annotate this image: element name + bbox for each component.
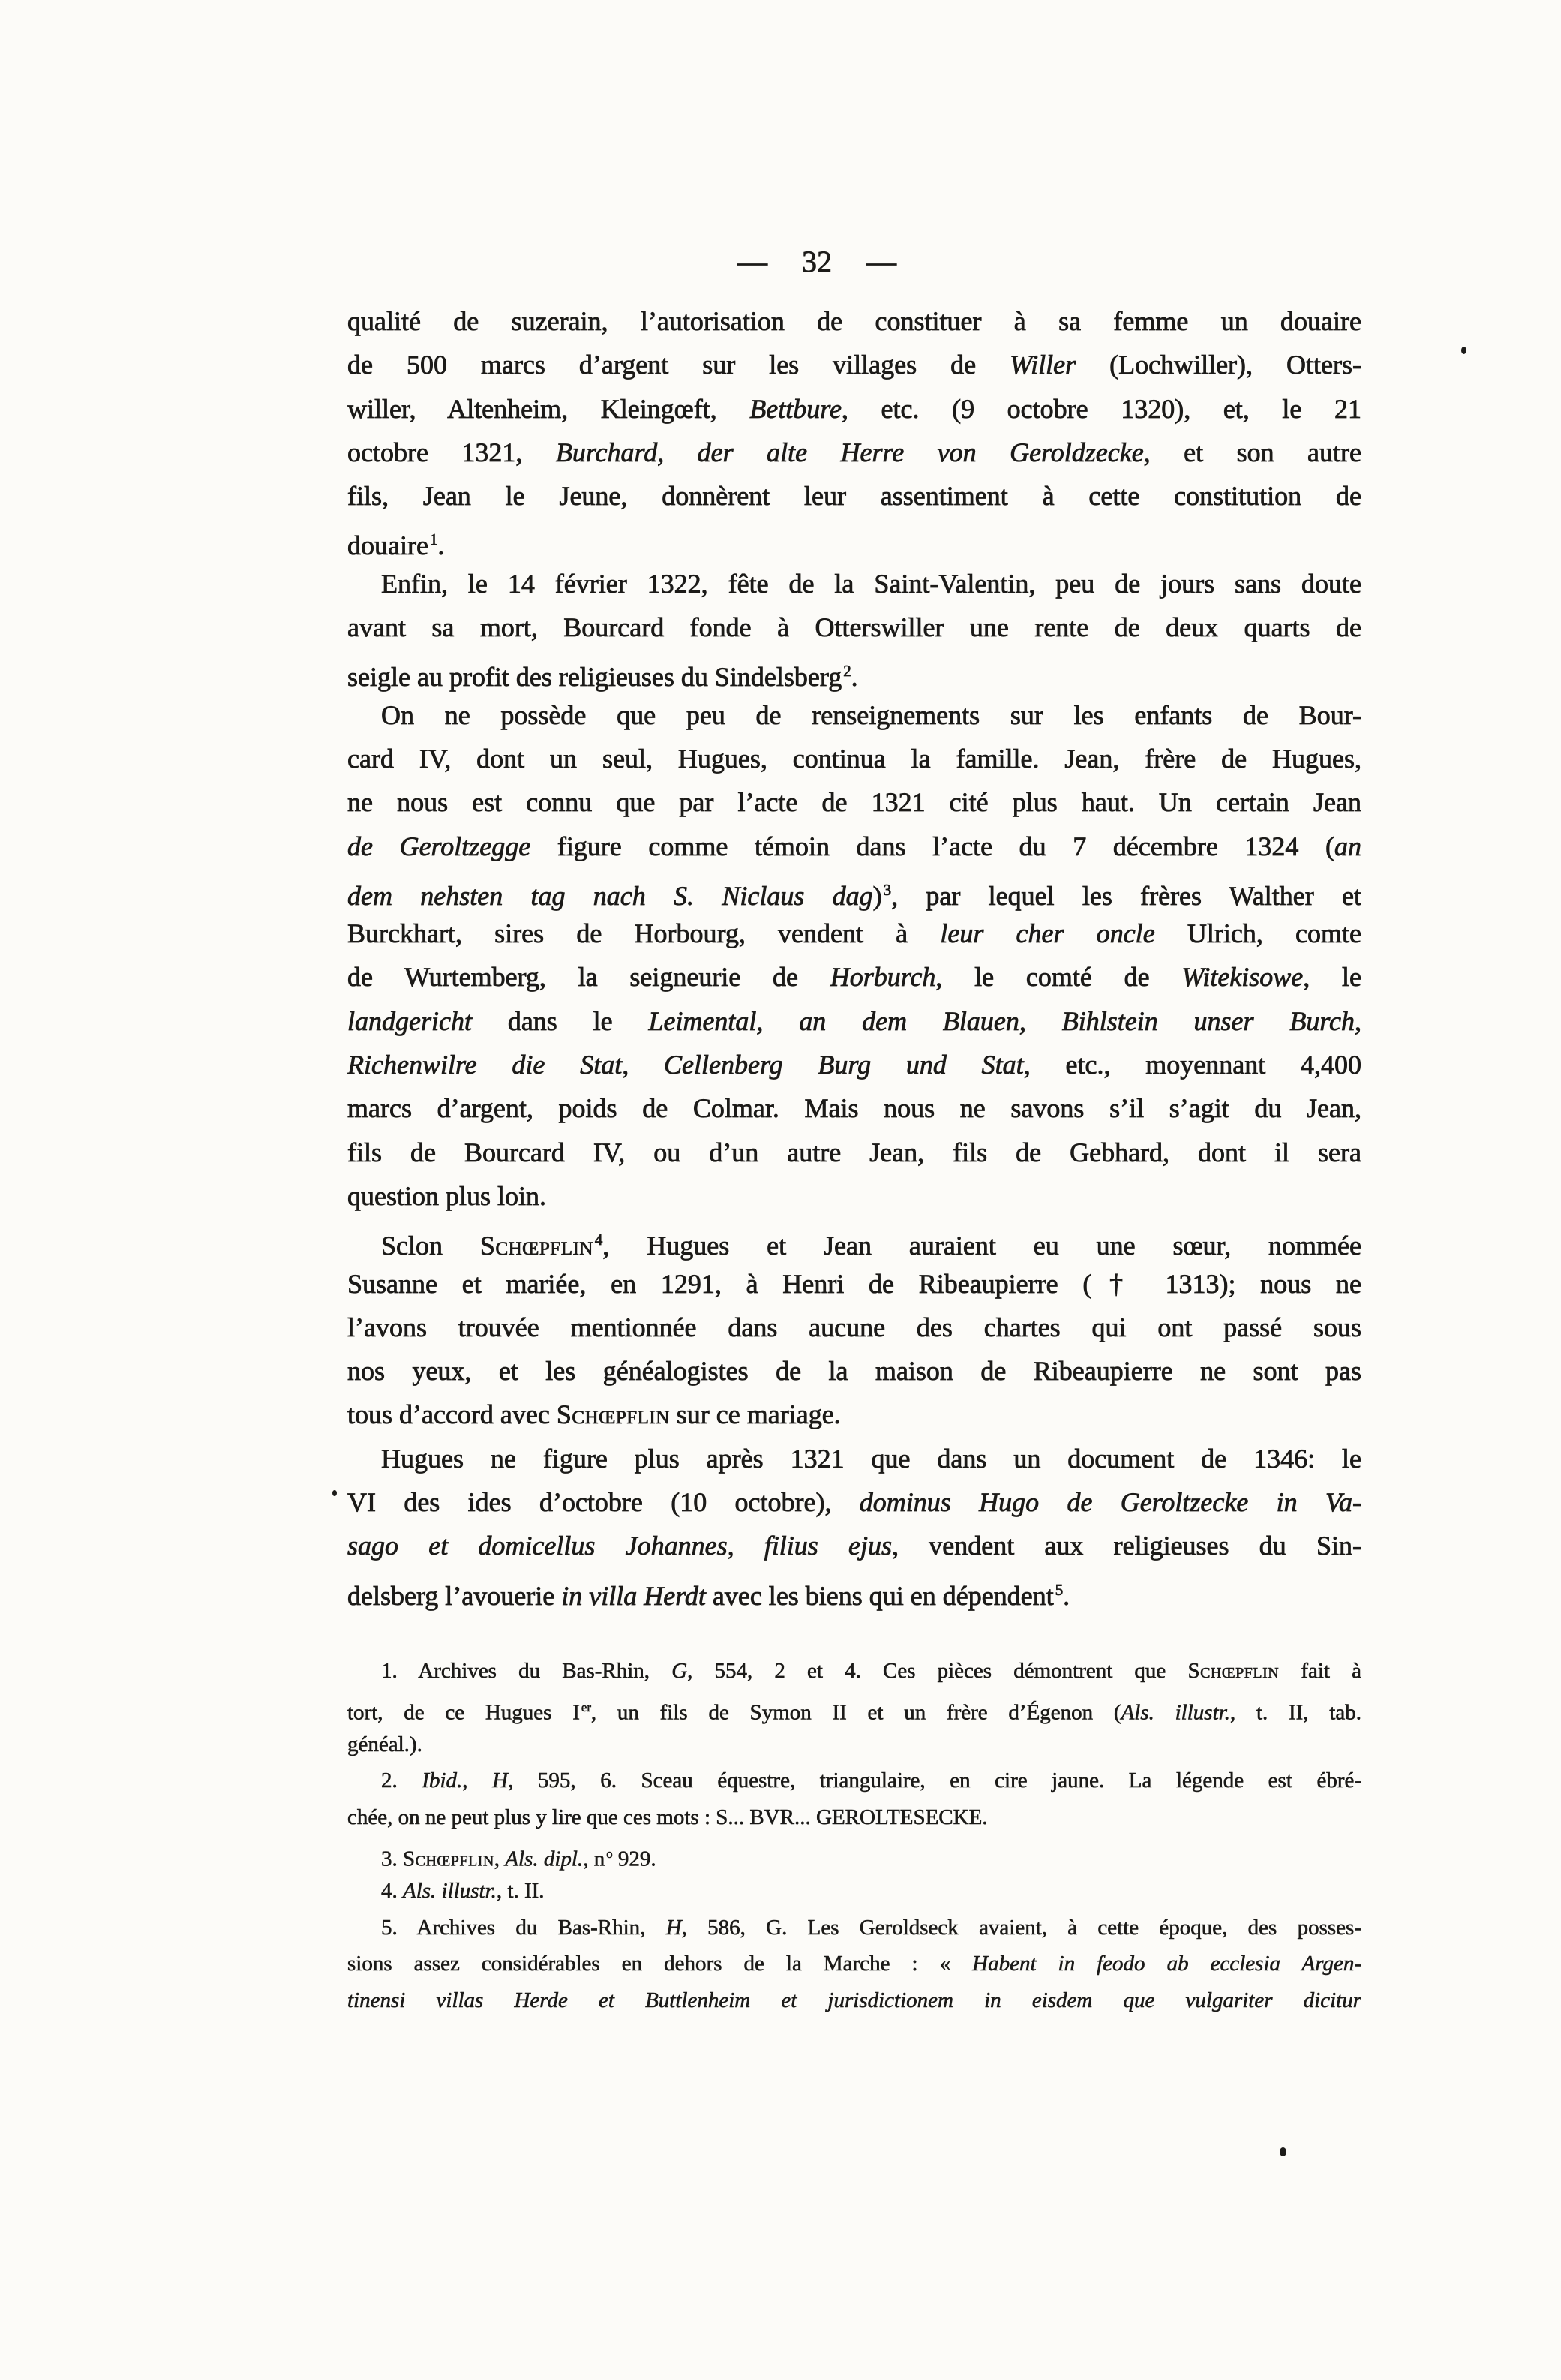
text-segment: 2 bbox=[843, 662, 851, 681]
text-segment: , 586, G. Les Geroldseck avaient, à cette époque, des posses- bbox=[681, 1915, 1361, 1940]
body-line bbox=[347, 1524, 1361, 1567]
text-segment: marcs d’argent, poids de Colmar. Mais nous ne savons s’il s’agit du Jean, bbox=[347, 1093, 1361, 1124]
text-segment: , etc., moyennant 4,400 bbox=[1023, 1050, 1361, 1080]
body-text bbox=[347, 299, 1361, 1612]
text-segment: dem nehsten tag nach S. Niclaus dag bbox=[347, 880, 873, 911]
text-segment: an bbox=[1334, 831, 1361, 861]
text-segment: , 595, 6. Sceau équestre, triangulaire, en cire jaune. La légende est ébré- bbox=[508, 1768, 1361, 1793]
text-segment: de 500 marcs d’argent sur les villages de bbox=[347, 350, 1010, 380]
body-line bbox=[347, 649, 1361, 693]
footnote-line bbox=[347, 1690, 1361, 1726]
text-segment: dominus Hugo de Geroltzecke in Va- bbox=[859, 1487, 1361, 1518]
text-segment: , et son autre bbox=[1143, 437, 1361, 467]
text-segment: On ne possède que peu de renseignements sur les enfants de Bour- bbox=[381, 699, 1361, 730]
text-segment: , bbox=[494, 1847, 506, 1871]
body-line bbox=[347, 518, 1361, 561]
text-segment: Burckhart, sires de Horbourg, vendent à bbox=[347, 918, 941, 949]
footnote-line bbox=[347, 1799, 1361, 1836]
body-line bbox=[347, 1349, 1361, 1393]
text-segment: fils, Jean le Jeune, donnèrent leur assentiment à cette constitution de bbox=[347, 481, 1361, 512]
body-line bbox=[347, 1043, 1361, 1086]
text-segment: octobre 1321, bbox=[347, 437, 556, 467]
text-segment: Als. illustr. bbox=[1121, 1700, 1230, 1725]
text-segment: o bbox=[606, 1846, 613, 1861]
body-line bbox=[347, 1306, 1361, 1349]
text-segment: , par lequel les frères Walther et bbox=[891, 880, 1361, 911]
text-segment: Hugues ne figure plus après 1321 que dans un document de 1346: le bbox=[381, 1443, 1361, 1474]
body-line bbox=[347, 1480, 1361, 1524]
text-segment: . bbox=[851, 662, 858, 693]
text-segment: de Geroltzegge bbox=[347, 831, 531, 861]
body-line bbox=[347, 606, 1361, 649]
text-segment: delsberg l’avouerie bbox=[347, 1580, 562, 1611]
header-rule-right: — bbox=[866, 245, 896, 278]
text-segment: seigle au profit des religieuses du Sindelsberg bbox=[347, 662, 842, 693]
page-header bbox=[310, 240, 1324, 284]
header-rule-left: — bbox=[737, 245, 767, 278]
text-segment: 2. bbox=[381, 1768, 422, 1793]
text-segment: sur ce mariage. bbox=[669, 1399, 841, 1430]
body-line bbox=[347, 955, 1361, 999]
body-line bbox=[347, 1437, 1361, 1480]
text-segment: , t. II. bbox=[496, 1878, 545, 1903]
text-segment: Habent in feodo ab ecclesia Argen- bbox=[972, 1952, 1361, 1976]
text-segment: 1. Archives du Bas-Rhin, bbox=[381, 1659, 672, 1683]
text-segment: Richenwilre die Stat, Cellenberg Burg und Stat bbox=[347, 1050, 1024, 1080]
ink-speck bbox=[1280, 2147, 1286, 2156]
text-segment: , etc. (9 octobre 1320), et, le 21 bbox=[841, 393, 1361, 424]
text-segment: , bbox=[1355, 1005, 1361, 1036]
footnote-line bbox=[347, 1910, 1361, 1946]
text-segment: ) bbox=[872, 880, 882, 911]
text-segment: ne nous est connu que par l’acte de 1321 cité plus haut. Un certain Jean bbox=[347, 787, 1361, 818]
footnote-line bbox=[347, 1836, 1361, 1873]
text-segment: VI des ides d’octobre (10 octobre), bbox=[347, 1487, 860, 1518]
text-segment: tort, de ce Hugues I bbox=[347, 1700, 580, 1725]
text-segment: l’avons trouvée mentionnée dans aucune des chartes qui ont passé sous bbox=[347, 1312, 1361, 1342]
text-segment: 3. bbox=[381, 1847, 403, 1871]
text-segment: 5. Archives du Bas-Rhin, bbox=[381, 1915, 666, 1940]
ink-speck bbox=[1461, 347, 1466, 354]
body-line bbox=[347, 343, 1361, 386]
text-segment: Burchard, der alte Herre von Geroldzecke bbox=[555, 437, 1144, 467]
text-segment: er bbox=[581, 1699, 591, 1714]
text-segment: (Lochwiller), Otters- bbox=[1076, 350, 1361, 380]
page-number: 32 bbox=[802, 245, 832, 278]
footnote-line bbox=[347, 1653, 1361, 1690]
body-line bbox=[347, 1393, 1361, 1436]
body-line bbox=[347, 1086, 1361, 1130]
text-segment: in villa Herdt bbox=[561, 1580, 706, 1611]
text-segment: Schœpflin bbox=[403, 1847, 494, 1871]
footnote-line bbox=[347, 1726, 1361, 1763]
text-segment: sions assez considérables en dehors de la Marche : « bbox=[347, 1952, 973, 1976]
body-line bbox=[347, 693, 1361, 737]
body-line bbox=[347, 999, 1361, 1043]
body-line bbox=[347, 1568, 1361, 1612]
text-segment: , Hugues et Jean auraient eu une sœur, nommée bbox=[602, 1231, 1361, 1261]
text-segment: Enfin, le 14 février 1322, fête de la Saint-Valentin, peu de jours sans doute bbox=[381, 568, 1361, 599]
text-segment: landgericht bbox=[347, 1005, 472, 1036]
footnote-line bbox=[347, 1982, 1361, 2019]
body-line bbox=[347, 868, 1361, 912]
text-segment: chée, on ne peut plus y lire que ces mots : S... BVR... GEROLTESECKE. bbox=[347, 1805, 988, 1830]
text-segment: fils de Bourcard IV, ou d’un autre Jean, fils de Gebhard, dont il sera bbox=[347, 1137, 1361, 1167]
text-segment: willer, Altenheim, Kleingœft, bbox=[347, 393, 750, 424]
text-segment: Schœpflin bbox=[479, 1231, 593, 1261]
text-segment: , le comté de bbox=[935, 962, 1182, 993]
text-segment: Willer bbox=[1010, 350, 1076, 380]
text-segment: 1 bbox=[429, 530, 438, 549]
text-segment: H bbox=[492, 1768, 509, 1793]
body-line bbox=[347, 562, 1361, 606]
text-segment: G bbox=[671, 1659, 688, 1683]
body-line bbox=[347, 387, 1361, 431]
text-segment: , bbox=[462, 1768, 493, 1793]
text-segment: Als. dipl. bbox=[505, 1847, 584, 1871]
text-segment: dans le bbox=[471, 1005, 649, 1036]
ink-speck bbox=[332, 1490, 337, 1496]
body-line bbox=[347, 825, 1361, 868]
body-line bbox=[347, 737, 1361, 780]
footnote-line bbox=[347, 1873, 1361, 1910]
body-line bbox=[347, 780, 1361, 824]
footnote-line bbox=[347, 1762, 1361, 1799]
text-segment: Susanne et mariée, en 1291, à Henri de Ribeaupierre († 1313); nous ne bbox=[347, 1268, 1361, 1299]
text-segment: Als. illustr. bbox=[403, 1878, 497, 1903]
text-segment: avec les biens qui en dépendent bbox=[705, 1580, 1054, 1611]
text-segment: , 554, 2 et 4. Ces pièces démontrent que bbox=[687, 1659, 1188, 1683]
text-segment: H bbox=[665, 1915, 682, 1940]
text-segment: Horburch bbox=[830, 962, 936, 993]
text-segment: 4. bbox=[381, 1878, 403, 1903]
text-segment: fait à bbox=[1279, 1659, 1361, 1683]
text-segment: Leimental, an dem Blauen, Bihlstein unser Burch bbox=[648, 1005, 1355, 1036]
text-segment: de Wurtemberg, la seigneurie de bbox=[347, 962, 830, 993]
text-segment: Schœpflin bbox=[1187, 1659, 1280, 1683]
text-segment: card IV, dont un seul, Hugues, continua la famille. Jean, frère de Hugues, bbox=[347, 743, 1361, 774]
text-segment: Ulrich, comte bbox=[1154, 918, 1361, 949]
body-line bbox=[347, 912, 1361, 955]
body-line bbox=[347, 474, 1361, 518]
text-segment: 929. bbox=[612, 1847, 656, 1871]
text-segment: sago et domicellus Johannes, filius ejus bbox=[347, 1531, 893, 1561]
body-line bbox=[347, 299, 1361, 343]
text-segment: 4 bbox=[594, 1231, 603, 1249]
text-segment: Ibid. bbox=[422, 1768, 463, 1793]
text-segment: 3 bbox=[883, 880, 892, 899]
text-segment: généal.). bbox=[347, 1732, 422, 1756]
text-segment: avant sa mort, Bourcard fonde à Otterswiller une rente de deux quarts de bbox=[347, 612, 1361, 643]
text-segment: , un fils de Symon II et un frère d’Égenon ( bbox=[590, 1700, 1121, 1725]
text-segment: , le bbox=[1303, 962, 1361, 993]
text-segment: figure comme témoin dans l’acte du 7 décembre 1324 ( bbox=[530, 831, 1334, 861]
body-line bbox=[347, 1131, 1361, 1174]
text-segment: tinensi villas Herde et Buttlenheim et jurisdictionem in eisdem que vulgariter dicitur bbox=[347, 1988, 1361, 2013]
footnotes bbox=[347, 1653, 1361, 2019]
text-segment: douaire bbox=[347, 530, 428, 561]
text-segment: Witekisowe bbox=[1181, 962, 1304, 993]
body-line bbox=[347, 1218, 1361, 1261]
body-line bbox=[347, 431, 1361, 474]
footnote-line bbox=[347, 1946, 1361, 1982]
text-segment: . bbox=[1063, 1580, 1070, 1611]
text-segment: . bbox=[437, 530, 445, 561]
text-segment: , t. II, tab. bbox=[1229, 1700, 1361, 1725]
text-segment: , n bbox=[583, 1847, 605, 1871]
text-segment: question plus loin. bbox=[347, 1180, 547, 1211]
text-segment: Bettbure bbox=[749, 393, 842, 424]
text-segment: 5 bbox=[1055, 1580, 1064, 1599]
text-segment: Schœpflin bbox=[556, 1399, 670, 1430]
text-segment: qualité de suzerain, l’autorisation de constituer à sa femme un douaire bbox=[347, 306, 1361, 336]
text-segment: Sclon bbox=[381, 1231, 480, 1261]
body-line bbox=[347, 1174, 1361, 1218]
text-segment: leur cher oncle bbox=[940, 918, 1155, 949]
text-segment: nos yeux, et les généalogistes de la maison de Ribeaupierre ne sont pas bbox=[347, 1356, 1361, 1387]
body-line bbox=[347, 1262, 1361, 1306]
text-segment: tous d’accord avec bbox=[347, 1399, 557, 1430]
text-segment: , vendent aux religieuses du Sin- bbox=[892, 1531, 1361, 1561]
